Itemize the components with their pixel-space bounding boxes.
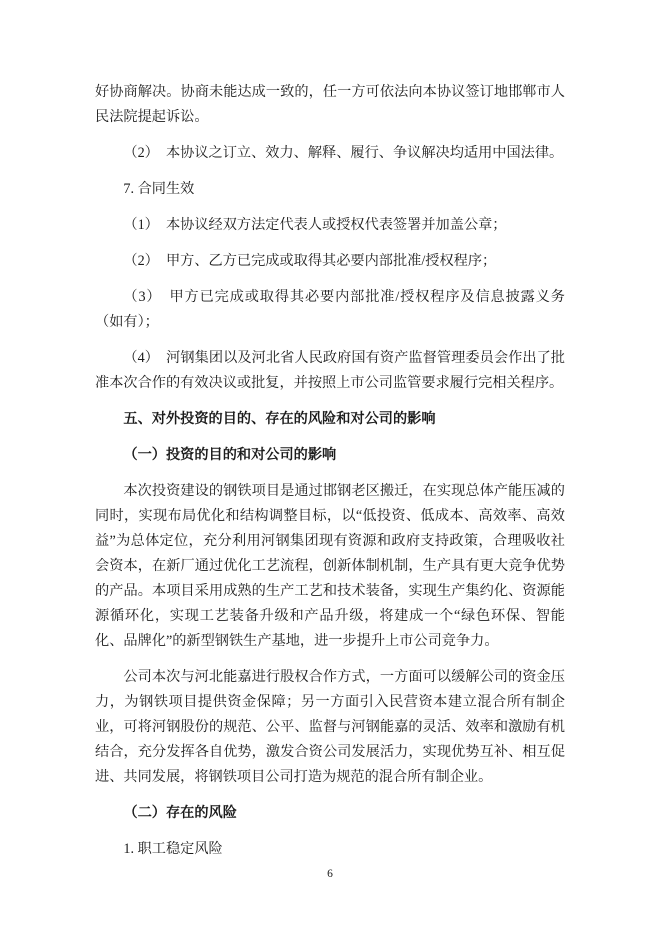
subsection-heading-risks: （二）存在的风险 (123, 805, 237, 821)
document-body (95, 80, 565, 873)
page-number: 6 (327, 868, 333, 880)
section-heading-investment-purpose-risk-impact: 五、对外投资的目的、存在的风险和对公司的影响 (123, 411, 436, 427)
effectiveness-condition-3: （3） 甲方已完成或取得其必要内部批准/授权程序及信息披露义务（如有）； (95, 289, 565, 330)
paragraph-cooperation-benefits: 公司本次与河北能嘉进行股权合作方式，一方面可以缓解公司的资金压力，为钢铁项目提供资金保障；另一方面引入民营资本建立混合所有制企业，可将河钢股份的规范、公平、监督与河钢能嘉的灵活、效率和激励有机结合，充分发挥各自优势，激发合资公司发展活力，实现优势互补、相互促进、共同发展，将钢铁项目公司打造为规范的混合所有制企业。 (95, 669, 565, 785)
effectiveness-condition-1: （1） 本协议经双方法定代表人或授权代表签署并加盖公章； (123, 217, 507, 233)
effectiveness-condition-4: （4） 河钢集团以及河北省人民政府国有资产监督管理委员会作出了批准本次合作的有效决议或批复，并按照上市公司监管要求履行完相关程序。 (95, 350, 565, 391)
paragraph-project-purpose: 本次投资建设的钢铁项目是通过邯钢老区搬迁，在实现总体产能压减的同时，实现布局优化和结构调整目标，以“低投资、低成本、高效率、高效益”为总体定位，充分利用河钢集团现有资源和政府支持政策，合理吸收社会资本，在新厂通过优化工艺流程，创新体制机制，生产具有更大竞争优势的产品。本项目采用成熟的生产工艺和技术装备，实现生产集约化、资源能源循环化，实现工艺装备升级和产品升级，将建成一个“绿色环保、智能化、品牌化”的新型钢铁生产基地，进一步提升上市公司竞争力。 (95, 483, 565, 649)
heading-contract-effectiveness: 7. 合同生效 (123, 181, 195, 197)
risk-item-employee-stability: 1. 职工稳定风险 (123, 841, 223, 857)
paragraph-dispute-resolution-continuation: 好协商解决。协商未能达成一致的，任一方可依法向本协议签订地邯郸市人民法院提起诉讼。 (95, 84, 565, 125)
subsection-heading-purpose-and-impact: （一）投资的目的和对公司的影响 (123, 447, 337, 463)
effectiveness-condition-2: （2） 甲方、乙方已完成或取得其必要内部批准/授权程序； (123, 253, 497, 269)
clause-governing-law: （2） 本协议之订立、效力、解释、履行、争议解决均适用中国法律。 (123, 145, 564, 161)
